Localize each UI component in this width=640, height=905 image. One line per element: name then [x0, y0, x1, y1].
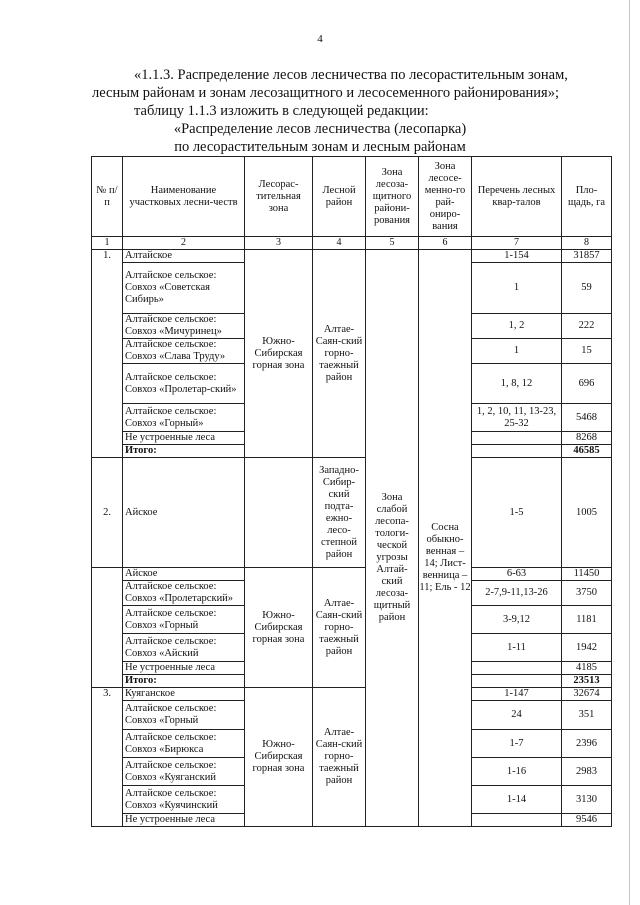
empty-cell [92, 568, 123, 688]
area: 696 [562, 364, 612, 404]
table-row [92, 458, 612, 568]
header-district: Лесной район [313, 157, 366, 237]
total-label: Итого: [123, 675, 245, 688]
forest-zone: Южно-Сибирская горная зона [245, 688, 313, 827]
header-zone: Лесорас-тительная зона [245, 157, 313, 237]
forestry-name: Айское [123, 458, 245, 568]
colnum: 8 [562, 237, 612, 250]
header-row [92, 157, 612, 237]
column-number-row [92, 237, 612, 250]
area: 1005 [562, 458, 612, 568]
forestry-name: Алтайское сельское: Совхоз «Куяганский [123, 758, 245, 786]
forestry-name: Алтайское сельское: Совхоз «Бирюкса [123, 730, 245, 758]
quarters: 1 [472, 263, 562, 314]
forestry-name: Алтайское сельское: Совхоз «Слава Труду» [123, 339, 245, 364]
forest-district: Алтае-Саян-ский горно-таежный район [313, 250, 366, 458]
area: 1181 [562, 606, 612, 634]
forestry-name: Алтайское сельское: Совхоз «Айский [123, 634, 245, 662]
forest-zone: Южно-Сибирская горная зона [245, 250, 313, 458]
quarters: 1-16 [472, 758, 562, 786]
table-caption-line-1: «Распределение лесов лесничества (лесопарка) [173, 121, 467, 137]
protect-zone-cell [366, 250, 419, 827]
table-caption-line-2: по лесорастительным зонам и лесным районам [174, 139, 466, 155]
quarters: 3-9,12 [472, 606, 562, 634]
forest-district: Алтае-Саян-ский горно-таежный район [313, 688, 366, 827]
area: 15 [562, 339, 612, 364]
table-row [92, 250, 612, 263]
forestry-name: Не устроенные леса [123, 814, 245, 827]
row-number: 3. [92, 688, 123, 827]
forestry-name: Айское [123, 568, 245, 581]
protect-zone: Зона слабой лесопа-тологи-ческой угрозы Алтай-ский лесоза-щитный район [373, 492, 411, 623]
header-area: Пло-щадь, га [562, 157, 612, 237]
empty-cell [472, 445, 562, 458]
area: 5468 [562, 404, 612, 432]
intro-line-1: «1.1.3. Распределение лесов лесничества по лесорастительным зонам, [134, 67, 568, 83]
area: 2983 [562, 758, 612, 786]
header-protect: Зона лесоза-щитного райони-рования [366, 157, 419, 237]
forestry-name: Алтайское сельское: Совхоз «Пролетарский» [123, 581, 245, 606]
quarters [472, 662, 562, 675]
seed-zone-cell [419, 250, 472, 827]
area: 8268 [562, 432, 612, 445]
area: 4185 [562, 662, 612, 675]
area: 2396 [562, 730, 612, 758]
quarters [472, 814, 562, 827]
area: 222 [562, 314, 612, 339]
colnum: 2 [123, 237, 245, 250]
forestry-name: Алтайское сельское: Совхоз «Куячинский [123, 786, 245, 814]
forest-zone: Южно-Сибирская горная зона [245, 568, 313, 688]
intro-line-2: лесным районам и зонам лесозащитного и лесосеменного районирования»; [92, 85, 559, 101]
table-row [92, 688, 612, 701]
quarters: 1-147 [472, 688, 562, 701]
forestry-name: Алтайское сельское: Совхоз «Горный [123, 606, 245, 634]
colnum: 7 [472, 237, 562, 250]
header-name: Наименование участковых лесни-честв [123, 157, 245, 237]
quarters: 2-7,9-11,13-26 [472, 581, 562, 606]
quarters [472, 432, 562, 445]
forestry-name: Не устроенные леса [123, 432, 245, 445]
table-row [92, 568, 612, 581]
quarters: 1-14 [472, 786, 562, 814]
forestry-name: Алтайское сельское: Совхоз «Советская Сибирь» [123, 263, 245, 314]
row-number: 2. [92, 458, 123, 568]
colnum: 1 [92, 237, 123, 250]
quarters: 1 [472, 339, 562, 364]
intro-line-3: таблицу 1.1.3 изложить в следующей редакции: [134, 103, 429, 119]
colnum: 6 [419, 237, 472, 250]
quarters: 24 [472, 701, 562, 730]
forestry-name: Алтайское сельское: Совхоз «Горный» [123, 404, 245, 432]
forestry-name: Алтайское [123, 250, 245, 263]
colnum: 3 [245, 237, 313, 250]
header-seed: Зона лесосе-менно-го рай-ониро-вания [419, 157, 472, 237]
total-label: Итого: [123, 445, 245, 458]
area: 3130 [562, 786, 612, 814]
area: 59 [562, 263, 612, 314]
quarters: 6-63 [472, 568, 562, 581]
scan-edge-line [629, 0, 630, 905]
forestry-name: Куяганское [123, 688, 245, 701]
quarters: 1-154 [472, 250, 562, 263]
quarters: 1, 2 [472, 314, 562, 339]
area: 31857 [562, 250, 612, 263]
area: 32674 [562, 688, 612, 701]
forestry-name: Алтайское сельское: Совхоз «Мичуринец» [123, 314, 245, 339]
forestry-name: Алтайское сельское: Совхоз «Горный [123, 701, 245, 730]
quarters: 1-7 [472, 730, 562, 758]
quarters: 1-11 [472, 634, 562, 662]
area: 11450 [562, 568, 612, 581]
quarters: 1-5 [472, 458, 562, 568]
quarters: 1, 2, 10, 11, 13-23, 25-32 [472, 404, 562, 432]
quarters: 1, 8, 12 [472, 364, 562, 404]
colnum: 4 [313, 237, 366, 250]
forestry-name: Не устроенные леса [123, 662, 245, 675]
forestry-name: Алтайское сельское: Совхоз «Пролетар-ский» [123, 364, 245, 404]
empty-cell [245, 458, 313, 568]
colnum: 5 [366, 237, 419, 250]
total-area: 46585 [562, 445, 612, 458]
area: 351 [562, 701, 612, 730]
area: 1942 [562, 634, 612, 662]
forest-distribution-table [91, 156, 612, 827]
forest-district: Алтае-Саян-ский горно-таежный район [313, 568, 366, 688]
header-num: № п/п [92, 157, 123, 237]
empty-cell [472, 675, 562, 688]
total-area: 23513 [562, 675, 612, 688]
seed-zone: Сосна обыкно-венная – 14; Лист-венница – 11; Ель - 12 [419, 522, 471, 593]
forest-district: Западно-Сибир-ский подта-ежно-лесо-степной район [313, 458, 366, 568]
header-quarters: Перечень лесных квар-талов [472, 157, 562, 237]
area: 3750 [562, 581, 612, 606]
page-number: 4 [317, 33, 323, 45]
row-number: 1. [92, 250, 123, 458]
area: 9546 [562, 814, 612, 827]
